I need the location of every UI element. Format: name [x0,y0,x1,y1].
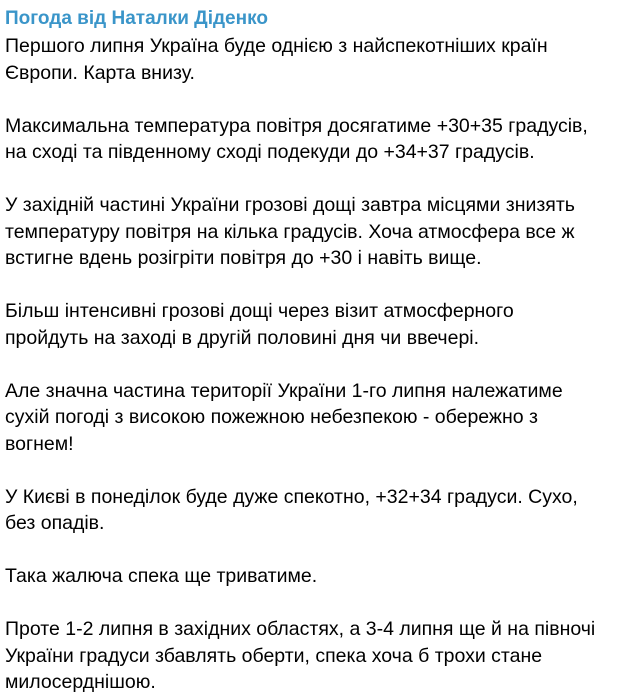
paragraph-3 [5,192,627,272]
text-line: Першого липня Україна буде однією з найспекотніших країн [5,35,548,57]
paragraph-8 [5,616,627,696]
paragraph-1 [5,33,627,86]
text-line: на сході та південному сході подекуди до +34+37 градусів. [5,141,535,163]
text-line: милосерднішою. [5,671,156,693]
text-line: без опадів. [5,512,105,534]
paragraph-7 [5,563,627,590]
text-line: У західній частині України грозові дощі завтра місцями знизять [5,194,575,216]
text-line: Більш інтенсивні грозові дощі через візит атмосферного [5,300,514,322]
paragraph-4 [5,298,627,351]
text-line: Але значна частина території України 1-го липня належатиме [5,379,563,402]
paragraph-5 [5,378,627,458]
text-line: температуру повітря на кілька градусів. Хоча атмосфера все ж [5,220,575,243]
text-line: сухій погоді з високою пожежною небезпекою - обережно з [5,406,538,428]
text-line: Максимальна температура повітря досягатиме +30+35 градусів, [5,114,588,137]
text-line: вогнем! [5,432,74,455]
channel-name-link[interactable]: Погода від Наталки Діденко [5,8,268,29]
paragraph-2 [5,113,627,166]
text-line: України градуси збавлять оберти, спека хоча б трохи стане [5,644,543,667]
text-line: Проте 1-2 липня в західних областях, а 3-4 липня ще й на півночі [5,618,596,640]
paragraph-6 [5,484,627,537]
message-text [5,33,627,696]
text-line: У Києві в понеділок буде дуже спекотно, +32+34 градуси. Сухо, [5,485,578,508]
text-line: пройдуть на заході в другій половині дня чи ввечері. [5,326,480,349]
text-line: Така жалюча спека ще триватиме. [5,565,318,587]
text-line: Європи. Карта внизу. [5,61,195,84]
text-line: встигне вдень розігріти повітря до +30 і навіть вище. [5,247,482,269]
